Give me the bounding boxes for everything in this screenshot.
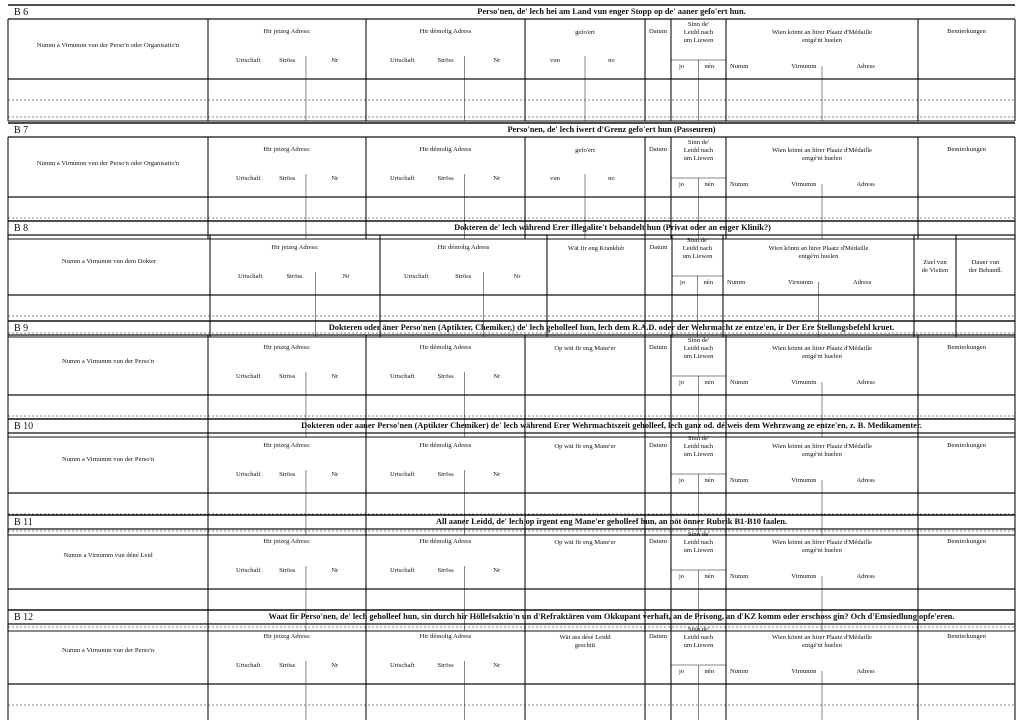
street-label: Ströss <box>279 662 296 669</box>
section-title: Dokteren oder äner Perso'nen (Aptikter, Chemiker,) de' lech geholleef hun, lech dem R.A.D. oder der Wehrmacht ze entze'en, ir Der Ere Stellongsbefehl kruet. <box>328 323 895 332</box>
number-label: Nr <box>331 662 339 669</box>
current-address-header: Hir jetzeg Adress: <box>263 633 311 640</box>
name-column-header: Numm a Virnumm vun déné Leid <box>63 552 153 559</box>
former-address-header: Hir démolig Adress <box>419 633 472 640</box>
firstname-label: Virnumm <box>791 63 817 70</box>
surname-label: Numm <box>727 279 746 286</box>
street-label: Ströss <box>279 57 296 64</box>
treatment-duration-header: Dauer vun der Behandl. <box>968 259 1003 274</box>
no-label: nén <box>703 279 714 286</box>
section-title: Dokteren oder aaner Perso'nen (Aptikter Chemiker) de' lech während Erer Wehrmachtszeit geholleef, lech ganz od. délweis dem Wehrzwang ze entze'en, z. B. Medikamenter. <box>301 421 922 430</box>
locality-label: Urtschaft <box>390 662 415 669</box>
date-header: Datum <box>649 244 668 251</box>
date-header: Datum <box>649 28 667 35</box>
number-label: Nr <box>493 373 501 380</box>
number-label: Nr <box>513 273 521 280</box>
number-label: Nr <box>493 567 501 574</box>
still-alive-header: Sinn de' Leidd nach um Liewen <box>683 531 714 554</box>
street-label: Ströss <box>437 175 454 182</box>
middle-column-header: Op wät fir eng Mane'er <box>554 443 616 450</box>
former-address-header: Hir démolig Adress <box>437 244 490 251</box>
remarks-header: Bemierkungen <box>947 442 986 449</box>
locality-label: Urtschaft <box>236 57 261 64</box>
name-column-header: Numm a Virnumm vun dem Dokter <box>61 258 157 265</box>
middle-column-header: Wät ass désé Leidd geschitt <box>559 634 611 649</box>
locality-label: Urtschaft <box>236 662 261 669</box>
yes-label: jo <box>679 668 685 675</box>
firstname-label: Virnumm <box>791 477 817 484</box>
date-header: Datum <box>649 633 667 640</box>
no-label: nén <box>704 379 715 386</box>
street-label: Ströss <box>437 471 454 478</box>
middle-column-header: gefo'ert <box>575 147 595 154</box>
former-address-header: Hir démolig Adress <box>419 538 472 545</box>
still-alive-header: Sinn de' Leidd nach um Liewen <box>683 337 714 360</box>
firstname-label: Virnumm <box>787 279 814 286</box>
middle-column-header: Wät fir eng Krankhét <box>567 245 625 252</box>
date-header: Datum <box>649 344 667 351</box>
firstname-label: Virnumm <box>791 573 817 580</box>
surname-label: Numm <box>730 668 749 675</box>
medal-recipient-header: Wien könnt an hirer Plaatz d'Médaille entgé'nt huelen <box>772 147 872 162</box>
number-label: Nr <box>331 567 339 574</box>
surname-label: Numm <box>730 379 749 386</box>
current-address-header: Hir jetzeg Adress: <box>263 344 311 351</box>
still-alive-header: Sinn de' Leidd nach um Liewen <box>683 139 714 162</box>
medal-recipient-header: Wien könnt an hirer Plaatz d'Médaille entgé'nt huelen <box>772 345 872 360</box>
to-label: no <box>608 175 615 182</box>
visits-count-header: Zuel vun de Visiten <box>921 259 949 274</box>
street-label: Ströss <box>437 567 454 574</box>
middle-column-header: Op wät fir eng Mane'er <box>554 345 616 352</box>
name-column-header: Numm a Virnumm vun der Perso'n oder Organisatio'n <box>36 160 180 167</box>
street-label: Ströss <box>286 273 303 280</box>
address-label: Adress <box>856 63 875 70</box>
current-address-header: Hir jetzeg Adress: <box>263 146 311 153</box>
former-address-header: Hir démolig Adress <box>419 146 472 153</box>
medal-recipient-header: Wien könnt an hirer Plaatz d'Médaille entgé'nt huelen <box>772 29 872 44</box>
former-address-header: Hir démolig Adress <box>419 28 472 35</box>
address-label: Adress <box>856 379 875 386</box>
section-code: B 9 <box>14 323 29 334</box>
still-alive-header: Sinn de' Leidd nach um Liewen <box>682 237 713 260</box>
section-title: Perso'nen, de' lech iwert d'Grenz gefo'ert hun (Passeuren) <box>507 125 716 134</box>
surname-label: Numm <box>730 573 749 580</box>
number-label: Nr <box>493 662 501 669</box>
section-code: B 7 <box>14 125 29 136</box>
number-label: Nr <box>331 57 339 64</box>
section-title: Waat fir Perso'nen, de' lech geholleef hun, sin durch hir Höllefsaktio'n un d'Refraktären vom Okkupant verhaft, an de Prisong, an d'KZ komm oder erschoss gin? Och d'Emsiedlung opfe'eren. <box>268 612 955 621</box>
number-label: Nr <box>342 273 350 280</box>
street-label: Ströss <box>279 567 296 574</box>
name-column-header: Numm a Virnumm vun der Perso'n <box>61 456 155 463</box>
current-address-header: Hir jetzeg Adress: <box>263 538 311 545</box>
locality-label: Urtschaft <box>236 175 261 182</box>
number-label: Nr <box>331 373 339 380</box>
no-label: nén <box>704 573 715 580</box>
yes-label: jo <box>679 379 685 386</box>
locality-label: Urtschaft <box>236 471 261 478</box>
street-label: Ströss <box>437 662 454 669</box>
section-title: Dokteren de' lech während Erer Illegalite't behandelt hun (Privat oder an enger Klinik?) <box>454 223 771 232</box>
yes-label: jo <box>679 63 685 70</box>
yes-label: jo <box>679 181 685 188</box>
no-label: nén <box>704 477 715 484</box>
yes-label: jo <box>680 279 686 286</box>
firstname-label: Virnumm <box>791 668 817 675</box>
remarks-header: Bemierkungen <box>947 28 986 35</box>
locality-label: Urtschaft <box>236 567 261 574</box>
medal-recipient-header: Wien könnt an hirer Plaatz d'Médaille entgé'nt huelen <box>772 634 872 649</box>
address-label: Adress <box>852 279 872 286</box>
yes-label: jo <box>679 477 685 484</box>
from-label: vun <box>550 57 560 64</box>
date-header: Datum <box>649 442 667 449</box>
number-label: Nr <box>493 57 501 64</box>
current-address-header: Hir jetzeg Adress: <box>263 442 311 449</box>
still-alive-header: Sinn de' Leidd nach um Liewen <box>683 626 714 649</box>
still-alive-header: Sinn de' Leidd nach um Liewen <box>683 21 714 44</box>
street-label: Ströss <box>279 175 296 182</box>
to-label: no <box>608 57 615 64</box>
surname-label: Numm <box>730 477 749 484</box>
middle-column-header: gefo'ert <box>575 29 595 36</box>
remarks-header: Bemierkungen <box>947 633 986 640</box>
yes-label: jo <box>679 573 685 580</box>
no-label: nén <box>704 668 715 675</box>
firstname-label: Virnumm <box>791 379 817 386</box>
locality-label: Urtschaft <box>238 273 263 280</box>
name-column-header: Numm a Virnumm vun der Perso'n oder Organisatio'n <box>36 42 180 49</box>
street-label: Ströss <box>279 373 296 380</box>
remarks-header: Bemierkungen <box>947 538 986 545</box>
current-address-header: Hir jetzeg Adress: <box>271 244 319 251</box>
former-address-header: Hir démolig Adress <box>419 442 472 449</box>
street-label: Ströss <box>279 471 296 478</box>
former-address-header: Hir démolig Adress <box>419 344 472 351</box>
no-label: nén <box>704 63 715 70</box>
address-label: Adress <box>856 668 875 675</box>
remarks-header: Bemierkungen <box>947 146 986 153</box>
address-label: Adress <box>856 573 875 580</box>
no-label: nén <box>704 181 715 188</box>
from-label: vun <box>550 175 560 182</box>
address-label: Adress <box>856 477 875 484</box>
section-code: B 12 <box>14 612 34 623</box>
section-code: B 8 <box>14 223 29 234</box>
current-address-header: Hir jetzeg Adress: <box>263 28 311 35</box>
locality-label: Urtschaft <box>390 57 415 64</box>
remarks-header: Bemierkungen <box>947 344 986 351</box>
number-label: Nr <box>493 175 501 182</box>
section-title: Perso'nen, de' lech hei am Land vun enger Stopp op de' aaner gefo'ert hun. <box>477 7 746 16</box>
section-code: B 6 <box>14 7 29 18</box>
firstname-label: Virnumm <box>791 181 817 188</box>
locality-label: Urtschaft <box>390 373 415 380</box>
locality-label: Urtschaft <box>390 471 415 478</box>
street-label: Ströss <box>437 373 454 380</box>
date-header: Datum <box>649 538 667 545</box>
date-header: Datum <box>649 146 667 153</box>
street-label: Ströss <box>437 57 454 64</box>
number-label: Nr <box>493 471 501 478</box>
locality-label: Urtschaft <box>404 273 429 280</box>
street-label: Ströss <box>455 273 472 280</box>
address-label: Adress <box>856 181 875 188</box>
locality-label: Urtschaft <box>236 373 261 380</box>
number-label: Nr <box>331 175 339 182</box>
surname-label: Numm <box>730 63 749 70</box>
number-label: Nr <box>331 471 339 478</box>
name-column-header: Numm a Virnumm vun der Perso'n <box>61 358 155 365</box>
surname-label: Numm <box>730 181 749 188</box>
locality-label: Urtschaft <box>390 175 415 182</box>
section-title: All aaner Leidd, de' lech op irgent eng Mane'er geholleef hun, an nöt önner Rubrik B1-B10 faalen. <box>435 517 788 526</box>
medal-recipient-header: Wien könnt an hirer Plaatz d'Médaille entgé'nt huelen <box>772 539 872 554</box>
section-code: B 10 <box>14 421 34 432</box>
middle-column-header: Op wät fir eng Mane'er <box>554 539 616 546</box>
still-alive-header: Sinn de' Leidd nach um Liewen <box>683 435 714 458</box>
medal-recipient-header: Wien könnt an hirer Plaatz d'Médaille entgé'nt huelen <box>772 443 872 458</box>
medal-recipient-header: Wien könnt an hirer Plaatz d'Médaille entgé'nt huelen <box>768 245 869 260</box>
locality-label: Urtschaft <box>390 567 415 574</box>
name-column-header: Numm a Virnumm vun der Perso'n <box>61 647 155 654</box>
section-code: B 11 <box>14 517 33 528</box>
